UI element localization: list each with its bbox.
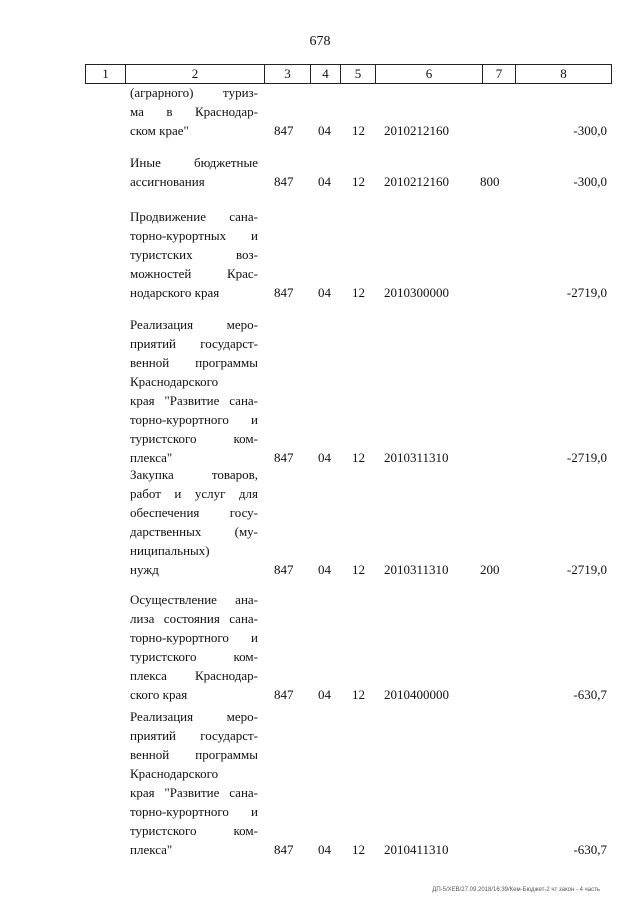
description-line: ма в Краснодар- [130,104,258,119]
description-line: Реализация меро- [130,317,258,332]
target-article-code: 2010311310 [384,450,449,465]
section-code: 04 [318,450,331,465]
column-header-8: 8 [516,65,612,83]
description-line: торно-курортных и [130,228,258,243]
amount: -300,0 [573,174,607,189]
description-line: плекса Краснодар- [130,668,258,683]
description-line: Осуществление ана- [130,592,258,607]
description-line: (аграрного) туриз- [130,85,258,100]
description-line: Краснодарского [130,374,219,389]
row-description [130,83,258,140]
target-article-code: 2010411310 [384,842,449,857]
description-line: туристского ком- [130,431,258,446]
description-line: Краснодарского [130,766,219,781]
amount: -300,0 [573,123,607,138]
ved-code: 847 [274,123,294,138]
row-description [130,315,258,467]
amount: -630,7 [573,842,607,857]
ved-code: 847 [274,687,294,702]
description-line: туристского ком- [130,823,258,838]
section-code: 04 [318,123,331,138]
description-line: ниципальных) [130,543,210,558]
column-header-6: 6 [376,65,483,83]
section-code: 04 [318,687,331,702]
subsection-code: 12 [352,450,365,465]
expense-type-code: 800 [480,174,500,189]
subsection-code: 12 [352,123,365,138]
column-header-1: 1 [86,65,126,83]
description-line: работ и услуг для [130,486,258,501]
description-line: венной программы [130,747,258,762]
column-header-4: 4 [311,65,341,83]
description-line: торно-курортного и [130,804,258,819]
description-line: туристских воз- [130,247,258,262]
subsection-code: 12 [352,562,365,577]
description-line: лиза состояния сана- [130,611,258,626]
description-line: края "Развитие сана- [130,785,258,800]
column-header-7: 7 [483,65,516,83]
column-header-3: 3 [265,65,311,83]
description-line: края "Развитие сана- [130,393,258,408]
subsection-code: 12 [352,687,365,702]
ved-code: 847 [274,562,294,577]
description-line: приятий государст- [130,728,258,743]
subsection-code: 12 [352,174,365,189]
description-line: Закупка товаров, [130,467,258,482]
row-description [130,207,258,302]
target-article-code: 2010212160 [384,123,449,138]
ved-code: 847 [274,842,294,857]
ved-code: 847 [274,174,294,189]
section-code: 04 [318,562,331,577]
target-article-code: 2010311310 [384,562,449,577]
footer-note: ДП-5/ХЕВ/27.09.2018/16:39/Кем-Бюджет-2 чт закон - 4 часть [432,887,600,893]
description-line: Продвижение сана- [130,209,258,224]
target-article-code: 2010212160 [384,174,449,189]
description-line: плекса" [130,450,173,465]
page-number: 678 [309,34,331,49]
row-description [130,465,258,579]
row-description [130,707,258,859]
section-code: 04 [318,285,331,300]
description-line: Реализация меро- [130,709,258,724]
description-line: нодарского края [130,285,220,300]
description-line: ском крае" [130,123,189,138]
subsection-code: 12 [352,285,365,300]
section-code: 04 [318,842,331,857]
amount: -2719,0 [566,562,607,577]
row-description [130,153,258,191]
ved-code: 847 [274,450,294,465]
row-description [130,590,258,704]
target-article-code: 2010400000 [384,687,449,702]
description-line: торно-курортного и [130,630,258,645]
description-line: ского края [130,687,188,702]
section-code: 04 [318,174,331,189]
description-line: нужд [130,562,159,577]
amount: -2719,0 [566,450,607,465]
column-header-2: 2 [126,65,265,83]
description-line: торно-курортного и [130,412,258,427]
amount: -630,7 [573,687,607,702]
column-header-5: 5 [341,65,376,83]
description-line: венной программы [130,355,258,370]
description-line: можностей Крас- [130,266,258,281]
description-line: обеспечения госу- [130,505,258,520]
subsection-code: 12 [352,842,365,857]
expense-type-code: 200 [480,562,500,577]
amount: -2719,0 [566,285,607,300]
description-line: туристского ком- [130,649,258,664]
description-line: ассигнования [130,174,205,189]
target-article-code: 2010300000 [384,285,449,300]
ved-code: 847 [274,285,294,300]
description-line: Иные бюджетные [130,155,258,170]
description-line: приятий государст- [130,336,258,351]
description-line: плекса" [130,842,173,857]
description-line: дарственных (му- [130,524,258,539]
table-header [85,64,612,84]
